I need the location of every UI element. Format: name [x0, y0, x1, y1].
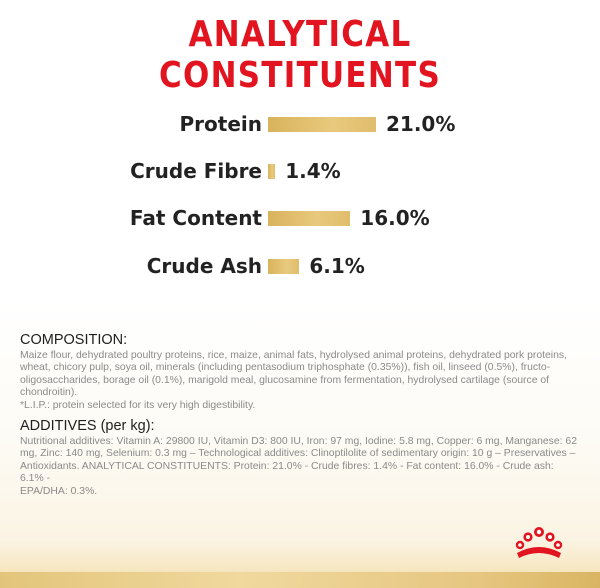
- additives-line: Nutritional additives: Vitamin A: 29800 IU, Vitamin D3: 800 IU, Iron: 97 mg, Iodine: 5.8 mg, Copper: 6 mg, Manganese: 62: [20, 436, 577, 447]
- composition-line: chondroitin).: [20, 387, 78, 399]
- chart-value-label: 16.0%: [360, 206, 430, 230]
- additives-heading: ADDITIVES (per kg):: [20, 418, 155, 434]
- additives-text: [20, 436, 580, 498]
- chart-bar: [268, 117, 376, 132]
- composition-line: oligosaccharides, borage oil (0.1%), marigold meal, glucosamine from fermentation, hydrolysed cartilage (source of: [20, 374, 550, 386]
- composition-heading: COMPOSITION:: [20, 332, 128, 348]
- composition-text: [20, 350, 580, 412]
- chart-category-label: Protein: [179, 112, 262, 136]
- chart-value-label: 1.4%: [285, 159, 341, 183]
- chart-bar: [268, 211, 350, 226]
- chart-row: [0, 108, 600, 142]
- chart-bar: [268, 259, 299, 274]
- chart-row: [0, 250, 600, 284]
- chart-row: [0, 202, 600, 236]
- page-title: ANALYTICAL CONSTITUENTS: [158, 14, 442, 96]
- additives-line: Antioxidants. ANALYTICAL CONSTITUENTS: Protein: 21.0% - Crude fibres: 1.4% - Fat content: 16.0% - Crude ash: 6.1% -: [20, 460, 554, 485]
- chart-value-label: 21.0%: [386, 112, 456, 136]
- composition-line: Maize flour, dehydrated poultry proteins, rice, maize, animal fats, hydrolysed animal proteins, dehydrated pork proteins,: [20, 350, 567, 361]
- additives-line: EPA/DHA: 0.3%.: [20, 485, 98, 497]
- chart-category-label: Fat Content: [129, 206, 262, 230]
- royal-canin-crown-icon: [514, 526, 564, 560]
- decorative-gold-strip: [0, 572, 600, 588]
- additives-line: mg, Zinc: 140 mg, Selenium: 0.3 mg – Technological additives: Clinoptilolite of sedimentary origin: 10 g – Preservatives –: [20, 448, 576, 460]
- chart-value-label: 6.1%: [309, 254, 365, 278]
- composition-line: wheat, chicory pulp, soya oil, minerals (including pentasodium triphosphate (0.35%)), fish oil, linseed (0.5%), fructo-: [20, 362, 551, 374]
- chart-category-label: Crude Ash: [146, 254, 262, 278]
- chart-category-label: Crude Fibre: [130, 159, 262, 183]
- chart-bar: [268, 164, 275, 179]
- lip-footnote: *L.I.P.: protein selected for its very high digestibility.: [20, 399, 256, 411]
- chart-row: [0, 155, 600, 189]
